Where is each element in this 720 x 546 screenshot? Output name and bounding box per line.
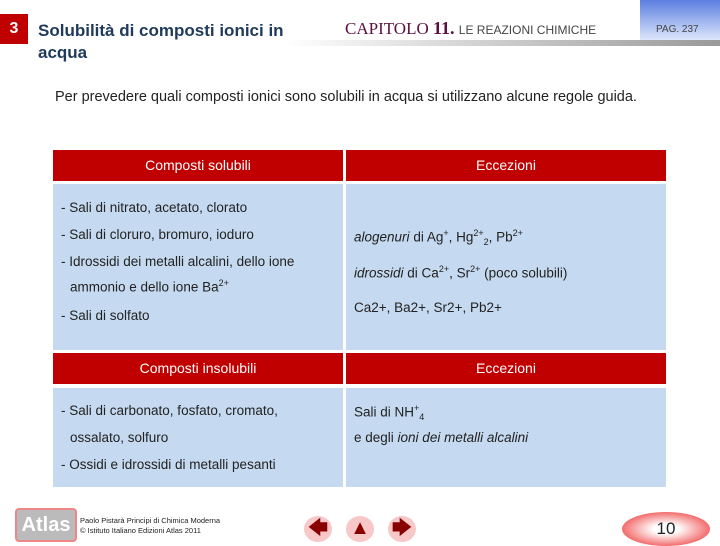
exception: Ca2+, Ba2+, Sr2+, Pb2+ [354, 300, 502, 315]
footer-credits: Paolo Pistarà Principi di Chimica Moderna © Istituto Italiano Edizioni Atlas 2011 [80, 516, 221, 535]
header-bar [285, 40, 720, 46]
rule: - Sali di cloruro, bromuro, ioduro [61, 227, 254, 242]
header-insoluble: Composti insolubili [53, 353, 343, 384]
rule: ammonio e dello ione $Ba^{2+}$ [70, 278, 229, 295]
section-number: 3 [0, 14, 28, 44]
header-exceptions-2: Eccezioni [346, 353, 666, 384]
exception: idrossidi di $Ca^{2+}$, $Sr^{2+}$ (poco solubili) [354, 264, 568, 281]
page-title: Solubilità di composti ionici in acqua [38, 21, 284, 62]
exception: e degli ioni dei metalli alcalini [354, 430, 529, 445]
rule: - Sali di solfato [61, 308, 150, 323]
rule: - Ossidi e idrossidi di metalli pesanti [61, 457, 276, 472]
page-label: PAG. 237 [656, 24, 699, 35]
arrow-left-icon[interactable]: 🡄 [304, 516, 332, 542]
intro-text: Per prevedere quali composti ionici sono solubili in acqua si utilizzano alcune regole guida. [55, 89, 637, 105]
rule: - Sali di nitrato, acetato, clorato [61, 200, 248, 215]
header-soluble: Composti solubili [53, 150, 343, 181]
arrow-right-icon[interactable]: 🡆 [388, 516, 416, 542]
header-exceptions: Eccezioni [346, 150, 666, 181]
exception: alogenuri di Ag+, $Hg^{2+}_2$, $Pb^{2+}$ [354, 228, 523, 248]
chapter-title: CAPITOLO 11. LE REAZIONI CHIMICHE [345, 18, 597, 38]
rule: - Idrossidi dei metalli alcalini, dello ione [61, 254, 295, 269]
home-icon[interactable]: ▲ [346, 516, 374, 542]
rule: ossalato, solfuro [70, 430, 169, 445]
exception: Sali di $NH^+_4$ [354, 403, 425, 423]
rule: - Sali di carbonato, fosfato, cromato, [61, 403, 278, 418]
atlas-logo: Atlas [15, 508, 77, 542]
page-number: 10 [622, 512, 710, 546]
